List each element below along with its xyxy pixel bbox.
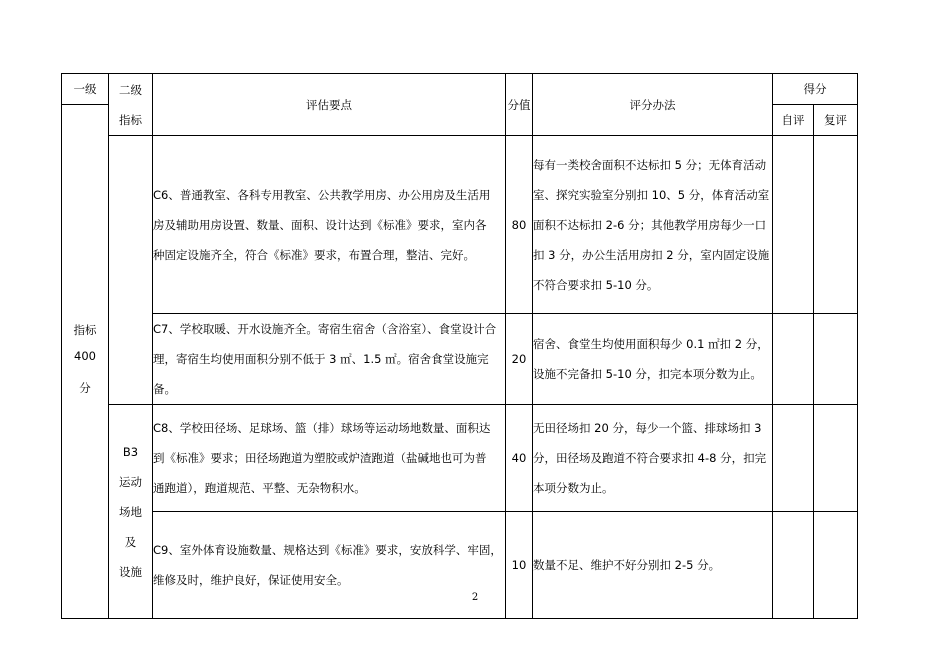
- key-line: 房及辅助用房设置、数量、面积、设计达到《标准》要求，室内各: [153, 217, 487, 232]
- b3-line: 及: [124, 534, 137, 549]
- key-line: C7、学校取暖、开水设施齐全。寄宿生宿舍（含浴室）、食堂设计合: [153, 322, 497, 336]
- table-row: [62, 136, 858, 314]
- level2-header: [109, 74, 153, 136]
- key-line: C6、普通教室、各科专用教室、公共教学用房、办公用房及生活用: [153, 187, 491, 202]
- b3-category-cell: [109, 405, 153, 619]
- key-points-header: 评估要点: [153, 74, 506, 136]
- level1-header: [62, 74, 109, 105]
- method-line: 数量不足、维护不好分别扣 2-5 分。: [533, 558, 721, 572]
- re-eval-header: 复评: [814, 105, 858, 136]
- method-line: 每有一类校舍面积不达标扣 5 分；无体育活动: [533, 157, 767, 172]
- table-row: [62, 314, 858, 405]
- b3-line: 场地: [119, 504, 142, 519]
- level2-header-line1: 二级: [119, 82, 142, 97]
- self-eval-cell: [773, 314, 814, 405]
- self-eval-header: 自评: [773, 105, 814, 136]
- level1-score-line2: 分: [79, 380, 91, 395]
- points-cell: 40: [506, 405, 533, 512]
- table-row: [62, 405, 858, 512]
- method-line: 不符合要求扣 5-10 分。: [533, 277, 659, 292]
- method-line: 本项分数为止。: [533, 481, 614, 495]
- re-eval-cell: [814, 136, 858, 314]
- points-cell: 20: [506, 314, 533, 405]
- level1-header-line1: 一级: [73, 82, 97, 96]
- b3-line: 运动: [119, 474, 142, 489]
- header-row: [62, 74, 858, 105]
- method-header: 评分办法: [533, 74, 773, 136]
- score-header: 得分: [773, 74, 858, 105]
- method-line: 分，田径场及跑道不符合要求扣 4-8 分，扣完: [533, 451, 767, 465]
- method-line: 扣 3 分，办公生活用房扣 2 分，室内固定设施: [533, 247, 770, 262]
- key-line: 维修及时，维护良好，保证使用安全。: [153, 573, 349, 587]
- re-eval-cell: [814, 314, 858, 405]
- key-line: 到《标准》要求；田径场跑道为塑胶或炉渣跑道（盐碱地也可为普: [153, 451, 487, 465]
- points-cell: 10: [506, 512, 533, 619]
- method-line: 室、探究实验室分别扣 10、5 分，体育活动室: [533, 187, 770, 202]
- key-line: 通跑道），跑道规范、平整、无杂物积水。: [153, 481, 366, 495]
- method-cell: [533, 314, 773, 405]
- method-line: 宿舍、食堂生均使用面积每少 0.1 ㎡扣 2 分，: [533, 337, 769, 351]
- level2-empty-cell: [109, 136, 153, 405]
- self-eval-cell: [773, 136, 814, 314]
- page-number: 2: [471, 592, 479, 603]
- level2-header-line2: 指标: [119, 112, 142, 127]
- level1-column: [62, 105, 109, 619]
- re-eval-cell: [814, 405, 858, 512]
- evaluation-table: [61, 73, 858, 619]
- key-points-cell: [153, 136, 506, 314]
- level1-score-line1: 400: [74, 348, 96, 363]
- key-points-cell: [153, 314, 506, 405]
- method-line: 面积不达标扣 2-6 分；其他教学用房每少一口: [533, 217, 767, 232]
- self-eval-cell: [773, 405, 814, 512]
- points-header: 分值: [506, 74, 533, 136]
- key-line: 种固定设施齐全，符合《标准》要求，布置合理，整洁、完好。: [153, 247, 475, 262]
- b3-line: B3: [122, 444, 139, 459]
- method-line: 无田径场扣 20 分，每少一个篮、排球场扣 3: [533, 421, 762, 435]
- method-line: 设施不完备扣 5-10 分，扣完本项分数为止。: [533, 367, 762, 381]
- method-cell: [533, 405, 773, 512]
- level1-header-line2: 指标: [73, 322, 97, 337]
- key-line: 理，寄宿生均使用面积分别不低于 3 ㎡、1.5 ㎡。宿舍食堂设施完备。: [153, 352, 489, 396]
- method-cell: [533, 136, 773, 314]
- key-points-cell: [153, 405, 506, 512]
- key-line: C9、室外体育设施数量、规格达到《标准》要求，安放科学、牢固，: [153, 543, 502, 557]
- b3-line: 设施: [119, 564, 142, 579]
- points-cell: 80: [506, 136, 533, 314]
- key-line: C8、学校田径场、足球场、篮（排）球场等运动场地数量、面积达: [153, 421, 491, 435]
